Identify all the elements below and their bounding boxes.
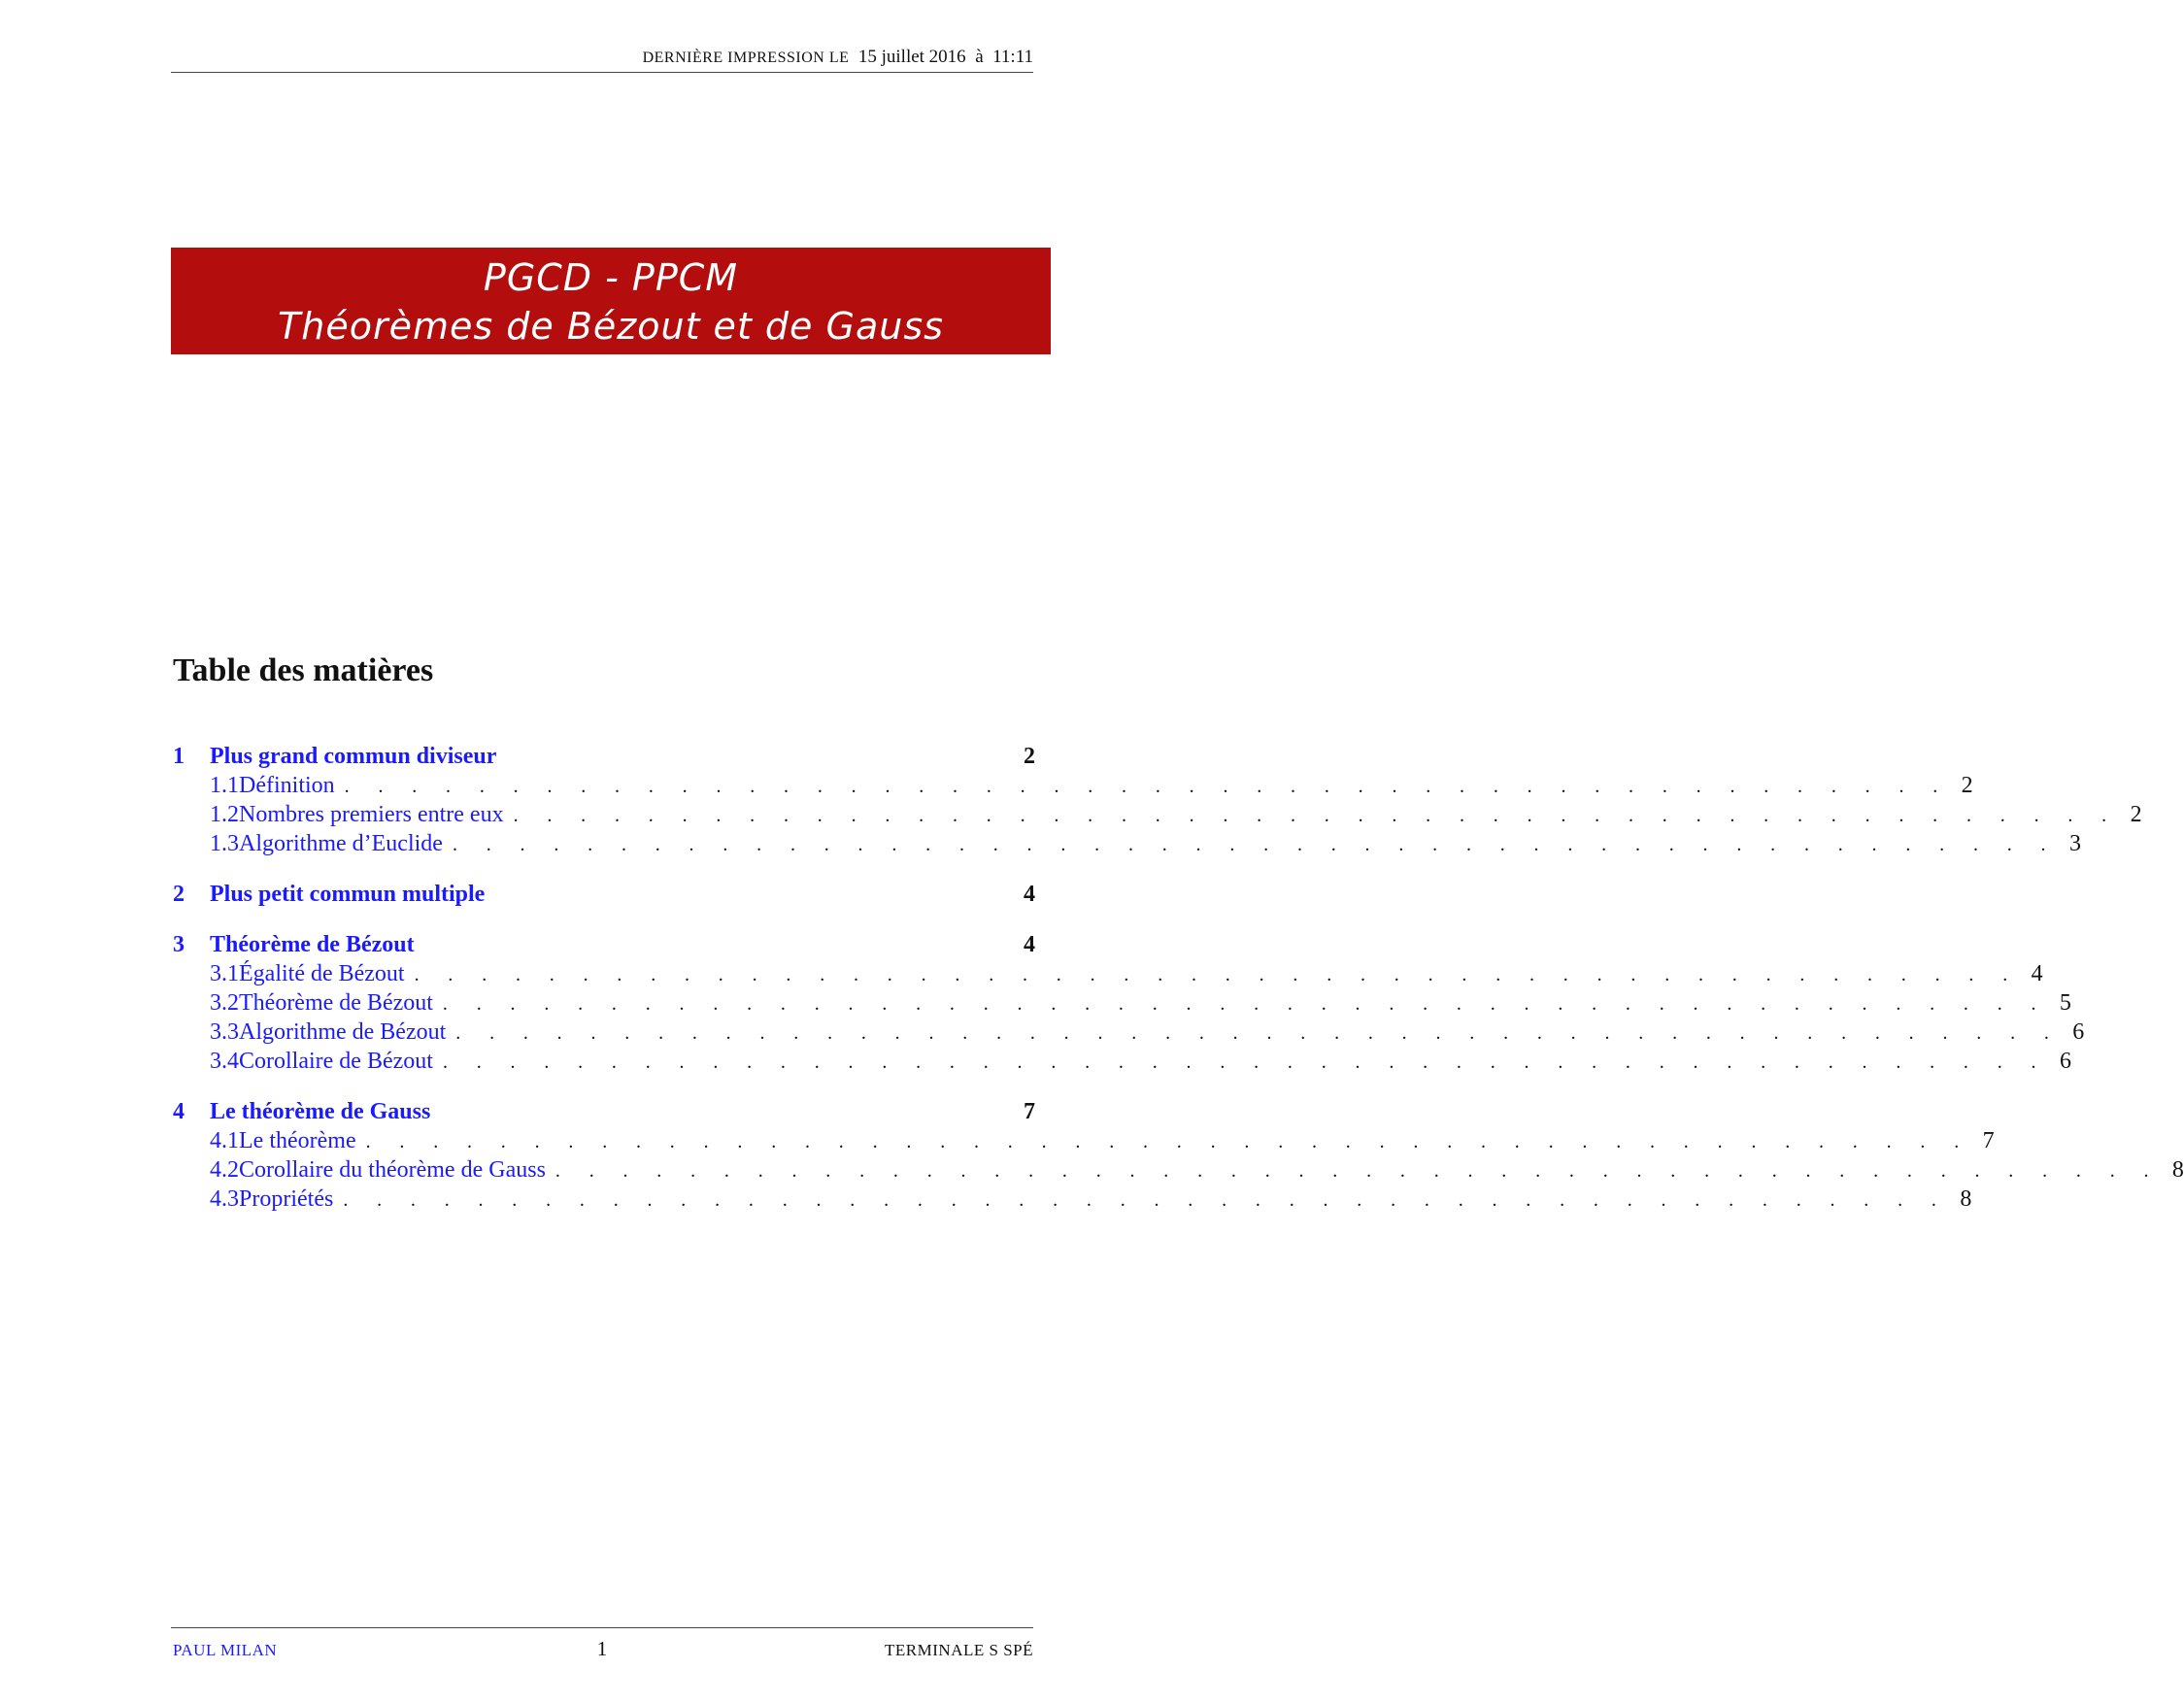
toc-page-number: 3 [2068,831,2081,856]
toc-subsection-number: 1.1 [210,773,239,798]
toc-section [173,880,1035,909]
toc-section-link[interactable]: Plus petit commun multiple [210,882,486,907]
toc-section [173,742,2142,858]
toc-page-number: 4 [2031,961,2043,986]
toc-subsection-number: 3.1 [210,961,239,986]
toc-subsection-entry[interactable] [173,800,2142,829]
toc-subsection-link[interactable]: Définition [239,773,335,798]
toc-subsection-number: 4.2 [210,1157,239,1183]
toc-subsection-link[interactable]: Théorème de Bézout [239,990,433,1016]
toc-subsection-link[interactable]: Corollaire du théorème de Gauss [239,1157,546,1183]
title-line-2: Théorèmes de Bézout et de Gauss [278,305,944,348]
toc-subsection-number: 3.3 [210,1019,239,1045]
toc-section [173,1097,2184,1214]
toc-section-link[interactable]: Théorème de Bézout [210,932,415,957]
table-of-contents [173,742,2184,1235]
toc-dot-leader: . . . . . . . . . . . . . . . . . . . . . . . . . . . . . . . . . . . . . . . . . . . . . . . . [455,1022,2062,1044]
toc-page-number: 6 [2059,1049,2071,1074]
print-date-prefix: DERNIÈRE IMPRESSION LE [642,50,850,66]
toc-page-number: 7 [1982,1128,1995,1153]
toc-subsection-number: 3.2 [210,990,239,1016]
toc-subsection-entry[interactable] [173,1018,2085,1047]
toc-subsection-link[interactable]: Le théorème [239,1128,356,1153]
toc-page-number: 8 [2171,1157,2184,1183]
toc-subsection-link[interactable]: Égalité de Bézout [239,961,405,986]
toc-section-entry[interactable] [173,1097,1035,1126]
toc-page-number: 4 [1024,882,1035,907]
title-banner [171,248,1051,354]
toc-subsection-link[interactable]: Corollaire de Bézout [239,1049,433,1074]
toc-subsection-link[interactable]: Nombres premiers entre eux [239,802,504,827]
toc-page-number: 2 [1024,744,1035,769]
toc-dot-leader: . . . . . . . . . . . . . . . . . . . . . . . . . . . . . . . . . . . . . . . . . . . . . . . . [344,776,1950,797]
toc-dot-leader: . . . . . . . . . . . . . . . . . . . . . . . . . . . . . . . . . . . . . . . . . . . . . . . . [554,1160,2161,1182]
print-date-separator: à [975,47,984,67]
toc-subsection-entry[interactable] [173,959,2043,988]
toc-page-number: 7 [1024,1099,1035,1124]
toc-subsection-entry[interactable] [173,1047,2071,1076]
toc-dot-leader: . . . . . . . . . . . . . . . . . . . . . . . . . . . . . . . . . . . . . . . . . . . . . . . . [414,964,2020,985]
toc-dot-leader: . . . . . . . . . . . . . . . . . . . . . . . . . . . . . . . . . . . . . . . . . . . . . . . . [365,1131,1971,1152]
toc-subsection-number: 1.2 [210,802,239,827]
toc-page-number: 4 [1024,932,1035,957]
toc-section-number: 2 [173,882,185,907]
toc-subsection-number: 4.1 [210,1128,239,1153]
print-date: 15 juillet 2016 [857,47,966,67]
toc-section-entry[interactable] [173,880,1035,909]
toc-page-number: 2 [1961,773,1973,798]
toc-section-number: 3 [173,932,185,957]
toc-dot-leader: . . . . . . . . . . . . . . . . . . . . . . . . . . . . . . . . . . . . . . . . . . . . . . . . [442,1052,2048,1073]
toc-section-link[interactable]: Le théorème de Gauss [210,1099,431,1124]
print-time: 11:11 [992,47,1033,67]
toc-dot-leader: . . . . . . . . . . . . . . . . . . . . . . . . . . . . . . . . . . . . . . . . . . . . . . . . [452,834,2058,855]
toc-subsection-number: 3.4 [210,1049,239,1074]
footer-course: TERMINALE S SPÉ [885,1641,1033,1659]
toc-subsection-entry[interactable] [173,1126,1995,1155]
toc-dot-leader: . . . . . . . . . . . . . . . . . . . . . . . . . . . . . . . . . . . . . . . . . . . . . . . . [513,805,2119,826]
toc-subsection-number: 4.3 [210,1186,239,1212]
toc-section-entry[interactable] [173,742,1035,771]
toc-section-link[interactable]: Plus grand commun diviseur [210,744,497,769]
toc-subsection-entry[interactable] [173,771,1973,800]
toc-section [173,930,2085,1076]
footer-page-number: 1 [596,1637,608,1660]
toc-subsection-link[interactable]: Algorithme de Bézout [239,1019,447,1045]
toc-subsection-link[interactable]: Algorithme d’Euclide [239,831,443,856]
toc-dot-leader: . . . . . . . . . . . . . . . . . . . . . . . . . . . . . . . . . . . . . . . . . . . . . . . . [343,1189,1949,1211]
toc-page-number: 5 [2059,990,2071,1016]
footer-rule [171,1627,1033,1628]
toc-page-number: 8 [1960,1186,1972,1212]
toc-page-number: 6 [2072,1019,2085,1045]
toc-section-number: 4 [173,1099,185,1124]
toc-subsection-entry[interactable] [173,1155,2184,1185]
toc-subsection-entry[interactable] [173,988,2071,1018]
toc-page-number: 2 [2130,802,2142,827]
title-line-1: PGCD - PPCM [483,256,739,299]
footer-author[interactable]: PAUL MILAN [173,1641,278,1659]
header-rule [171,72,1033,73]
page-header [171,47,1033,68]
toc-subsection-link[interactable]: Propriétés [239,1186,334,1212]
toc-section-entry[interactable] [173,930,1035,959]
toc-subsection-entry[interactable] [173,1185,1972,1214]
toc-dot-leader: . . . . . . . . . . . . . . . . . . . . . . . . . . . . . . . . . . . . . . . . . . . . . . . . [442,993,2048,1015]
toc-section-number: 1 [173,744,185,769]
toc-subsection-entry[interactable] [173,829,2081,858]
toc-subsection-number: 1.3 [210,831,239,856]
toc-heading: Table des matières [173,652,434,688]
